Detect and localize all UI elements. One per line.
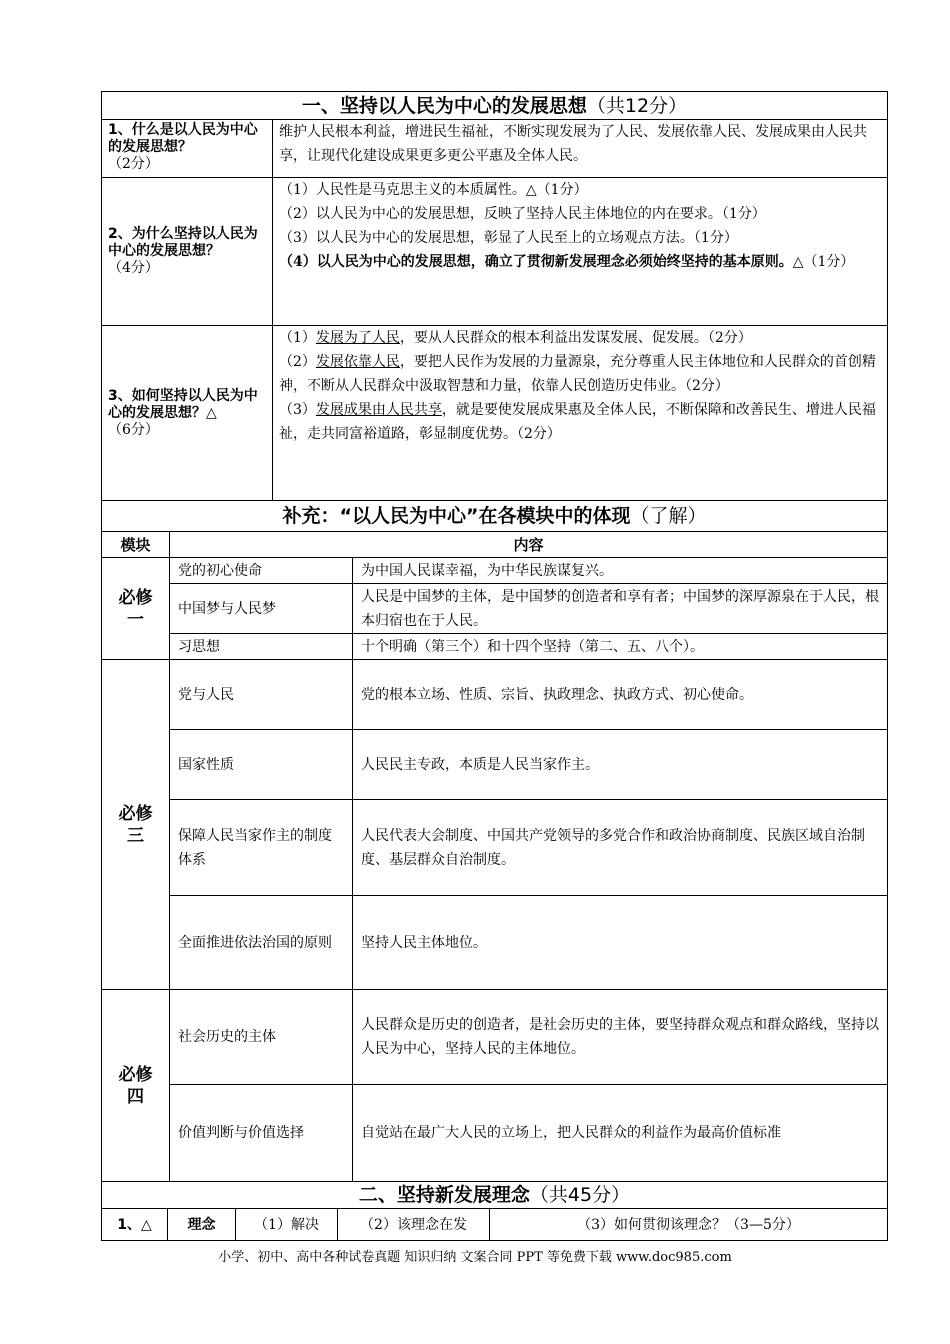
module-cell: 必修 四 [102,990,170,1182]
answer-3: （1）发展为了人民，要从人民群众的根本利益出发谋发展、促发展。（2分） （2）发展依靠人民，要把人民作为发展的力量源泉，充分尊重人民主体地位和人民群众的首创精神，不断从人民群众中汲取智慧和力量，依靠人民创造历史伟业。（2分） （3）发展成果由人民共享，就是要使发展成果惠及全体人民，不断保障和改善民生、增进人民福祉，走共同富裕道路，彰显制度优势。（2分） [273,326,888,501]
row-label: 国家性质 [170,730,353,800]
row-label: 社会历史的主体 [170,990,353,1085]
supplement-table [101,500,888,1182]
column-header-content: 内容 [170,532,888,558]
row-content: 人民是中国梦的主体，是中国梦的创造者和享有者；中国梦的深厚源泉在于人民，根本归宿也在于人民。 [353,584,888,634]
table-row [102,634,888,660]
section2-title: 二、坚持新发展理念（共45分） [102,1182,888,1209]
row-label: 中国梦与人民梦 [170,584,353,634]
row-content: 党的根本立场、性质、宗旨、执政理念、执政方式、初心使命。 [353,660,888,730]
supplement-header-row [102,532,888,558]
table-row [102,896,888,990]
question-row-1 [102,120,888,178]
question-1: 1、什么是以人民为中心的发展思想？ （2分） [102,120,273,178]
answer-1: 维护人民根本利益，增进民生福祉，不断实现发展为了人民、发展依靠人民、发展成果由人民共享，让现代化建设成果更多更公平惠及全体人民。 [273,120,888,178]
column-header-concept: 理念 [168,1209,236,1241]
row-content: 为中国人民谋幸福，为中华民族谋复兴。 [353,558,888,584]
document-page [101,91,887,1241]
question-3: 3、如何坚持以人民为中心的发展思想？△ （6分） [102,326,273,501]
table-row [102,660,888,730]
question-row-3 [102,326,888,501]
column-header-module: 模块 [102,532,170,558]
table-row [102,584,888,634]
row-label: 党的初心使命 [170,558,353,584]
table-row [102,1085,888,1182]
answer-2: （1）人民性是马克思主义的本质属性。△（1分） （2）以人民为中心的发展思想，反映了坚持人民主体地位的内在要求。（1分） （3）以人民为中心的发展思想，彰显了人民至上的立场观点方法。（1分） （4）以人民为中心的发展思想，确立了贯彻新发展理念必须始终坚持的基本原则。△（1分） [273,178,888,326]
column-header-solve: （1）解决 [236,1209,338,1241]
row-content: 坚持人民主体地位。 [353,896,888,990]
section1-title: 一、坚持以人民为中心的发展思想（共12分） [102,92,888,120]
row-content: 人民群众是历史的创造者，是社会历史的主体，要坚持群众观点和群众路线，坚持以人民为中心，坚持人民的主体地位。 [353,990,888,1085]
item-number: 1、△ [102,1209,168,1241]
module-cell: 必修 一 [102,558,170,660]
section1-table [101,91,888,501]
page-footer: 小学、初中、高中各种试卷真题 知识归纳 文案合同 PPT 等免费下载 www.doc985.com [218,1250,732,1265]
row-content: 自觉站在最广大人民的立场上，把人民群众的利益作为最高价值标准 [353,1085,888,1182]
row-label: 全面推进依法治国的原则 [170,896,353,990]
row-label: 习思想 [170,634,353,660]
table-row [102,730,888,800]
table-row [102,558,888,584]
supplement-title: 补充：“以人民为中心”在各模块中的体现（了解） [102,501,888,532]
table-row [102,990,888,1085]
row-label: 党与人民 [170,660,353,730]
row-content: 人民民主专政，本质是人民当家作主。 [353,730,888,800]
table-row [102,800,888,896]
section2-table [101,1181,888,1241]
question-row-2 [102,178,888,326]
section2-header-row [102,1209,888,1241]
row-content: 人民代表大会制度、中国共产党领导的多党合作和政治协商制度、民族区域自治制度、基层群众自治制度。 [353,800,888,896]
row-label: 价值判断与价值选择 [170,1085,353,1182]
row-content: 十个明确（第三个）和十四个坚持（第二、五、八个）。 [353,634,888,660]
module-cell: 必修 三 [102,660,170,990]
column-header-status: （2）该理念在发 [338,1209,490,1241]
question-2: 2、为什么坚持以人民为中心的发展思想？（4分） [102,178,273,326]
row-label: 保障人民当家作主的制度体系 [170,800,353,896]
column-header-implement: （3）如何贯彻该理念？（3—5分） [490,1209,888,1241]
